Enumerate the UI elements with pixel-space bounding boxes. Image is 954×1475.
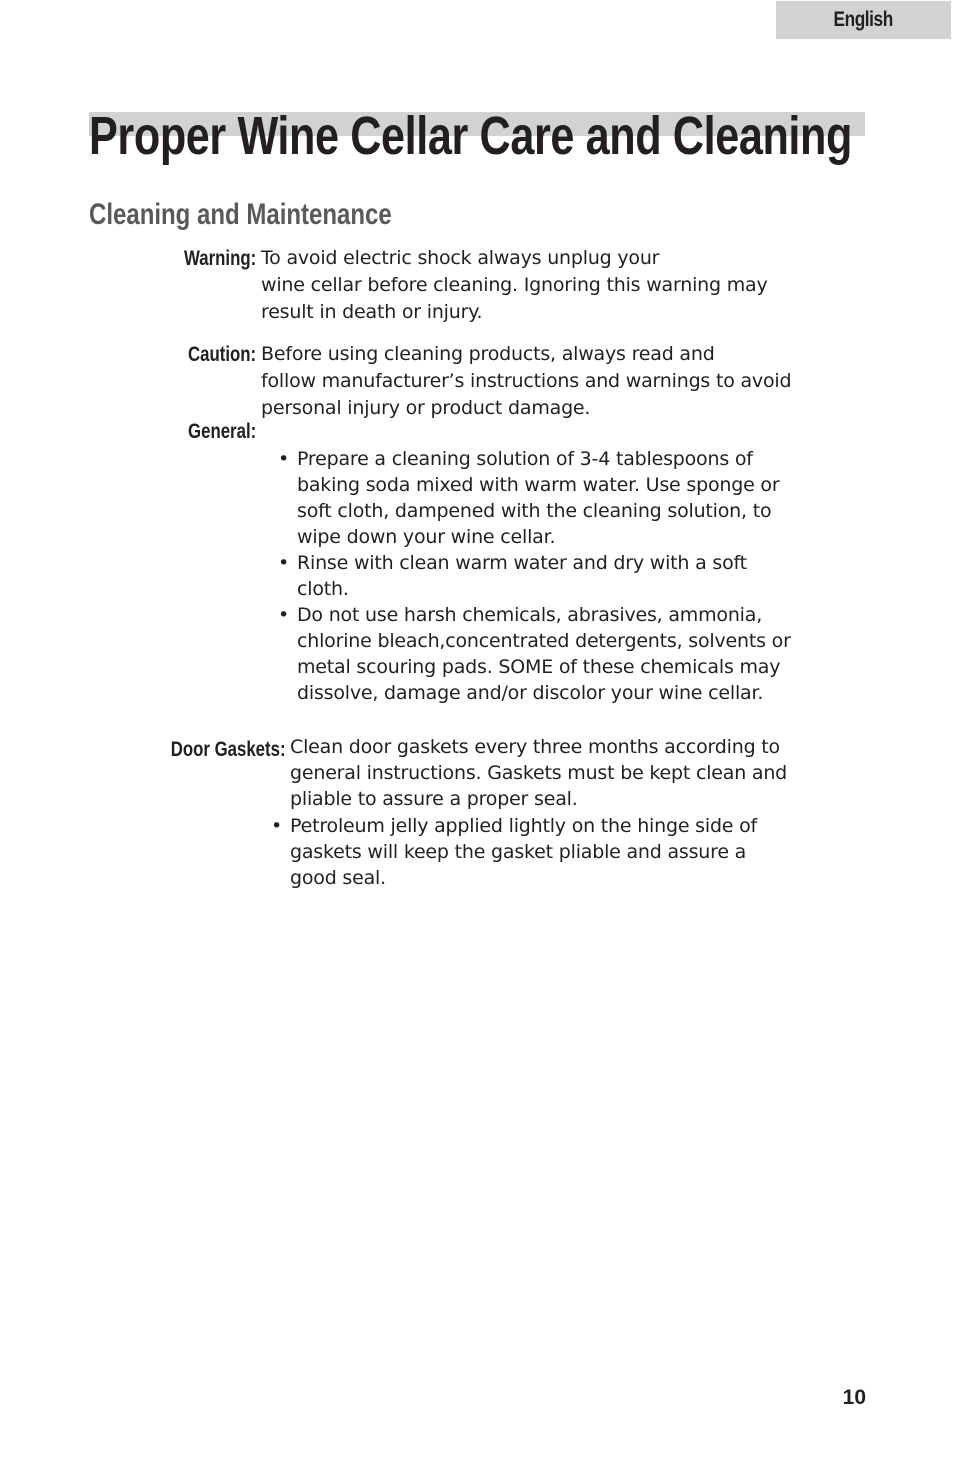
caution-line: personal injury or product damage. [261, 397, 591, 419]
list-item: • Rinse with clean warm water and dry with a soft cloth. [278, 550, 803, 602]
door-gaskets-label: Door Gaskets: [171, 738, 286, 761]
warning-line: To avoid electric shock always unplug your [261, 247, 660, 269]
caution-line: follow manufacturer’s instructions and warnings to avoid [261, 370, 792, 392]
caution-label: Caution: [187, 343, 256, 366]
general-label: General: [187, 420, 256, 443]
warning-line: result in death or injury. [261, 301, 483, 323]
page-number: 10 [842, 1386, 866, 1409]
door-gaskets-line: Clean door gaskets every three months according to [290, 736, 780, 758]
door-gaskets-line: general instructions. Gaskets must be kept clean and [290, 762, 788, 784]
warning-label: Warning: [183, 247, 256, 270]
caution-line: Before using cleaning products, always read and [261, 343, 715, 365]
page-title: Proper Wine Cellar Care and Cleaning [89, 106, 853, 166]
general-list [278, 446, 803, 706]
warning-line: wine cellar before cleaning. Ignoring this warning may [261, 274, 768, 296]
section-heading: Cleaning and Maintenance [89, 198, 392, 231]
language-tab [776, 1, 951, 39]
caution-text [261, 341, 791, 422]
warning-text [261, 245, 768, 326]
list-item: • Petroleum jelly applied lightly on the hinge side of gaskets will keep the gasket pliable and assure a good seal. [271, 813, 771, 891]
language-label: English [833, 8, 894, 31]
door-gaskets-line: pliable to assure a proper seal. [290, 788, 578, 810]
door-gaskets-text [290, 734, 787, 812]
door-gaskets-list [271, 813, 771, 891]
list-item: • Do not use harsh chemicals, abrasives, ammonia, chlorine bleach,concentrated detergents, solvents or metal scouring pads. SOME of these chemicals may dissolve, damage and/or discolor your wine cellar. [278, 602, 803, 706]
list-item: • Prepare a cleaning solution of 3-4 tablespoons of baking soda mixed with warm water. Use sponge or soft cloth, dampened with the cleaning solution, to wipe down your wine cellar. [278, 446, 803, 550]
